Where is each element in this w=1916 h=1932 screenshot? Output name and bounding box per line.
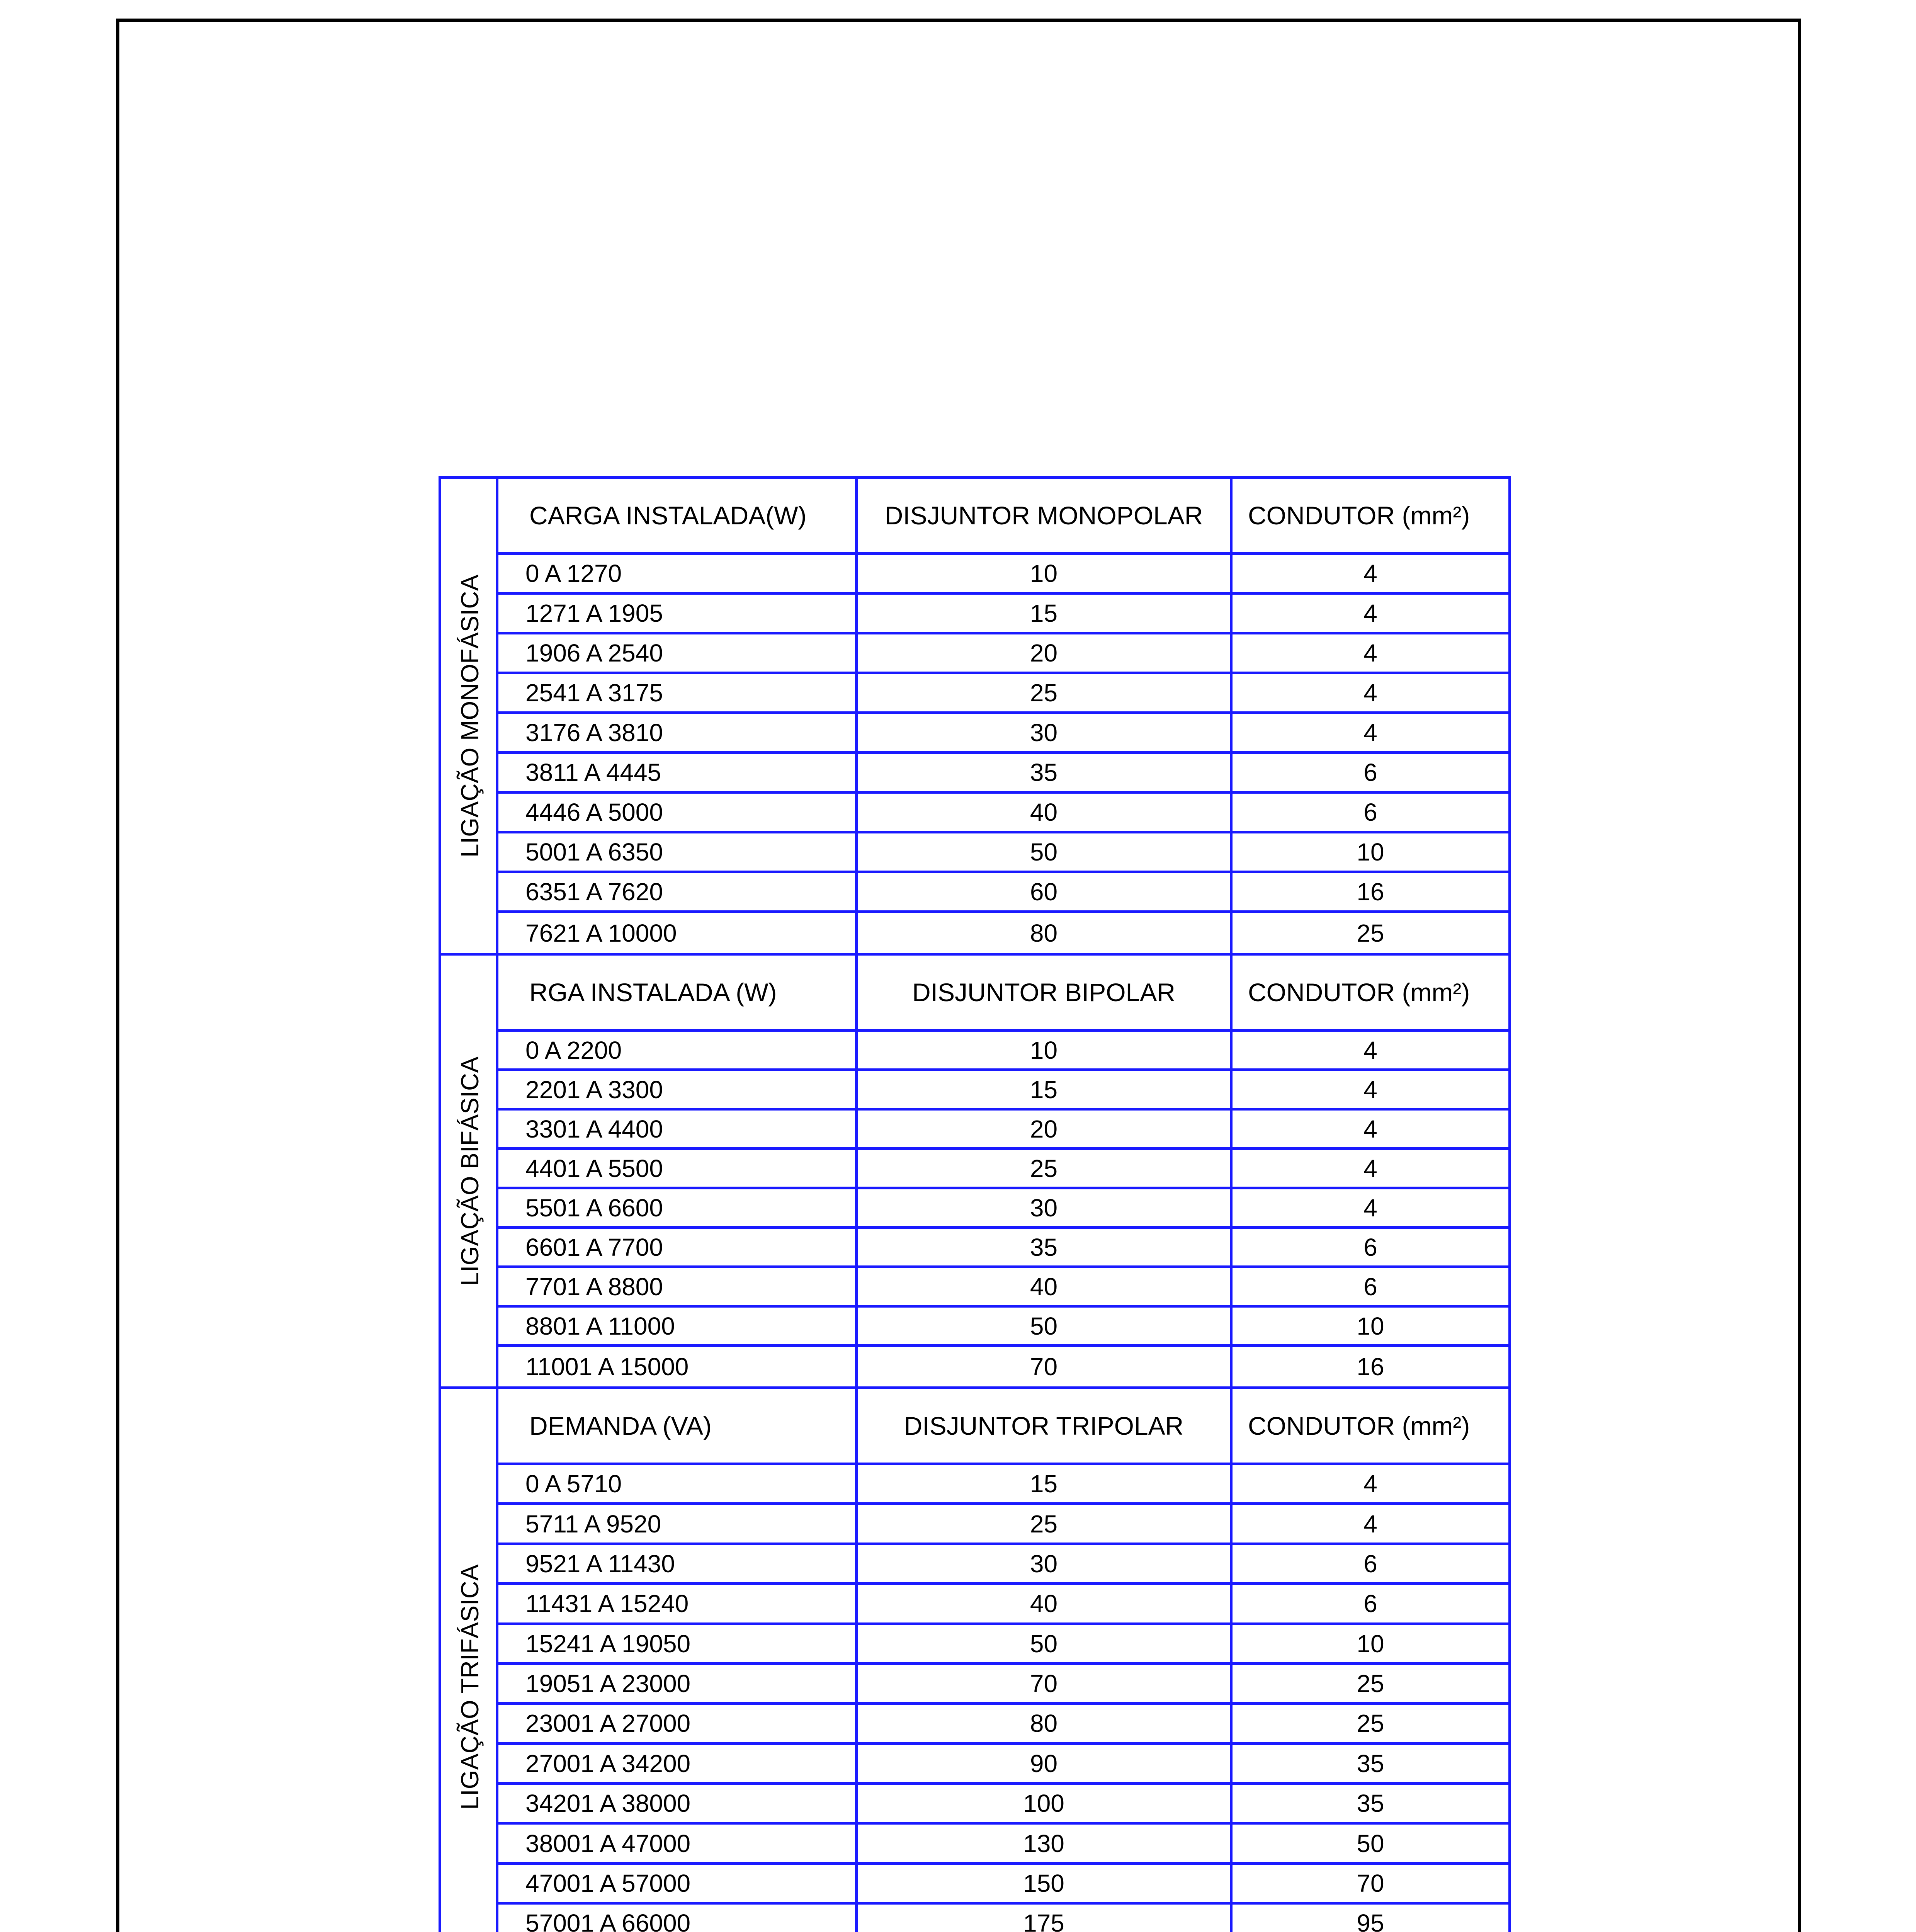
breaker-cell: 10 (858, 555, 1233, 592)
breaker-cell: 10 (858, 1032, 1233, 1068)
conductor-cell: 4 (1363, 599, 1377, 627)
table-row (498, 1111, 1508, 1150)
column-header: DEMANDA (VA) (498, 1389, 858, 1463)
table-row (498, 595, 1508, 634)
breaker-cell: 70 (858, 1665, 1233, 1702)
load-range-cell: 0 A 1270 (498, 555, 858, 592)
table-row (498, 1032, 1508, 1071)
load-range-cell: 2541 A 3175 (498, 674, 858, 711)
section-body (498, 1389, 1508, 1932)
conductor-cell: 25 (1357, 919, 1384, 947)
column-header: RGA INSTALADA (W) (498, 956, 858, 1029)
breaker-cell: 25 (858, 1150, 1233, 1187)
table-row (498, 754, 1508, 794)
breaker-cell: 130 (858, 1825, 1233, 1862)
section-label-cell (441, 956, 498, 1386)
column-header: CONDUTOR (mm²) (1248, 1412, 1470, 1440)
conductor-cell: 70 (1357, 1869, 1384, 1898)
load-range-cell: 3811 A 4445 (498, 754, 858, 791)
conductor-cell: 50 (1357, 1829, 1384, 1857)
table-section (441, 1386, 1508, 1932)
load-range-cell: 47001 A 57000 (498, 1865, 858, 1902)
breaker-cell: 20 (858, 1111, 1233, 1147)
breaker-cell: 70 (858, 1347, 1233, 1386)
conductor-cell: 4 (1363, 560, 1377, 587)
load-range-cell: 34201 A 38000 (498, 1785, 858, 1822)
breaker-cell: 40 (858, 794, 1233, 831)
conductor-cell: 6 (1363, 1233, 1377, 1261)
load-range-cell: 1906 A 2540 (498, 634, 858, 672)
breaker-cell: 20 (858, 634, 1233, 672)
load-range-cell: 5501 A 6600 (498, 1189, 858, 1226)
table-row (498, 1189, 1508, 1229)
breaker-cell: 80 (858, 913, 1233, 953)
load-range-cell: 4401 A 5500 (498, 1150, 858, 1187)
breaker-table (439, 476, 1511, 1932)
breaker-cell: 35 (858, 1229, 1233, 1265)
conductor-cell: 6 (1363, 759, 1377, 786)
section-body (498, 479, 1508, 953)
conductor-cell: 4 (1363, 1036, 1377, 1064)
load-range-cell: 0 A 2200 (498, 1032, 858, 1068)
breaker-cell: 50 (858, 833, 1233, 871)
breaker-cell: 25 (858, 1505, 1233, 1542)
conductor-cell: 10 (1357, 838, 1384, 866)
table-row (498, 1347, 1508, 1386)
load-range-cell: 27001 A 34200 (498, 1745, 858, 1782)
load-range-cell: 38001 A 47000 (498, 1825, 858, 1862)
breaker-cell: 80 (858, 1705, 1233, 1742)
load-range-cell: 7621 A 10000 (498, 913, 858, 953)
table-row (498, 1308, 1508, 1347)
table-row (498, 794, 1508, 833)
table-row (498, 873, 1508, 913)
conductor-cell: 10 (1357, 1312, 1384, 1340)
table-row (498, 1745, 1508, 1785)
load-range-cell: 5711 A 9520 (498, 1505, 858, 1542)
table-row (498, 634, 1508, 674)
load-range-cell: 9521 A 11430 (498, 1545, 858, 1582)
table-section (441, 479, 1508, 953)
conductor-cell: 4 (1363, 679, 1377, 707)
breaker-cell: 50 (858, 1625, 1233, 1662)
breaker-cell: 15 (858, 1071, 1233, 1108)
table-row (498, 555, 1508, 595)
header-row (498, 956, 1508, 1032)
table-row (498, 1665, 1508, 1705)
table-row (498, 1229, 1508, 1268)
conductor-cell: 6 (1363, 1549, 1377, 1578)
conductor-cell: 35 (1357, 1789, 1384, 1818)
section-body (498, 956, 1508, 1386)
load-range-cell: 15241 A 19050 (498, 1625, 858, 1662)
conductor-cell: 4 (1363, 1154, 1377, 1182)
conductor-cell: 35 (1357, 1749, 1384, 1777)
table-row (498, 1585, 1508, 1625)
breaker-cell: 30 (858, 714, 1233, 751)
breaker-cell: 35 (858, 754, 1233, 791)
table-row (498, 674, 1508, 714)
breaker-cell: 90 (858, 1745, 1233, 1782)
table-row (498, 833, 1508, 873)
conductor-cell: 6 (1363, 1590, 1377, 1618)
conductor-cell: 10 (1357, 1629, 1384, 1658)
load-range-cell: 1271 A 1905 (498, 595, 858, 632)
table-row (498, 1865, 1508, 1905)
table-section (441, 953, 1508, 1386)
load-range-cell: 2201 A 3300 (498, 1071, 858, 1108)
conductor-cell: 4 (1363, 719, 1377, 747)
conductor-cell: 16 (1357, 878, 1384, 906)
load-range-cell: 57001 A 66000 (498, 1905, 858, 1932)
table-row (498, 1545, 1508, 1585)
load-range-cell: 11431 A 15240 (498, 1585, 858, 1622)
breaker-cell: 15 (858, 595, 1233, 632)
header-row (498, 479, 1508, 555)
breaker-cell: 40 (858, 1268, 1233, 1305)
breaker-cell: 25 (858, 674, 1233, 711)
conductor-cell: 4 (1363, 1510, 1377, 1538)
table-row (498, 1071, 1508, 1111)
load-range-cell: 3301 A 4400 (498, 1111, 858, 1147)
column-header: DISJUNTOR BIPOLAR (858, 956, 1233, 1029)
table-row (498, 1825, 1508, 1864)
section-label: LIGAÇÃO BIFÁSICA (456, 1056, 484, 1286)
load-range-cell: 7701 A 8800 (498, 1268, 858, 1305)
conductor-cell: 25 (1357, 1709, 1384, 1738)
header-row (498, 1389, 1508, 1465)
load-range-cell: 19051 A 23000 (498, 1665, 858, 1702)
load-range-cell: 5001 A 6350 (498, 833, 858, 871)
column-header: DISJUNTOR TRIPOLAR (858, 1389, 1233, 1463)
conductor-cell: 4 (1363, 1115, 1377, 1143)
conductor-cell: 6 (1363, 1272, 1377, 1301)
load-range-cell: 8801 A 11000 (498, 1308, 858, 1344)
column-header: CONDUTOR (mm²) (1248, 501, 1470, 530)
load-range-cell: 6601 A 7700 (498, 1229, 858, 1265)
breaker-cell: 30 (858, 1189, 1233, 1226)
table-row (498, 913, 1508, 953)
breaker-cell: 50 (858, 1308, 1233, 1344)
table-row (498, 1705, 1508, 1745)
section-label-cell (441, 479, 498, 953)
table-row (498, 714, 1508, 754)
breaker-cell: 175 (858, 1905, 1233, 1932)
breaker-cell: 15 (858, 1465, 1233, 1502)
column-header: CONDUTOR (mm²) (1248, 978, 1470, 1007)
table-row (498, 1465, 1508, 1505)
load-range-cell: 3176 A 3810 (498, 714, 858, 751)
column-header: DISJUNTOR MONOPOLAR (858, 479, 1233, 552)
conductor-cell: 4 (1363, 1194, 1377, 1222)
breaker-cell: 30 (858, 1545, 1233, 1582)
table-row (498, 1268, 1508, 1308)
conductor-cell: 4 (1363, 1470, 1377, 1498)
table-row (498, 1505, 1508, 1545)
table-row (498, 1905, 1508, 1932)
conductor-cell: 4 (1363, 1075, 1377, 1104)
load-range-cell: 23001 A 27000 (498, 1705, 858, 1742)
conductor-cell: 4 (1363, 639, 1377, 667)
conductor-cell: 6 (1363, 798, 1377, 826)
section-label-cell (441, 1389, 498, 1932)
breaker-cell: 40 (858, 1585, 1233, 1622)
section-label: LIGAÇÃO MONOFÁSICA (456, 574, 484, 857)
load-range-cell: 0 A 5710 (498, 1465, 858, 1502)
breaker-cell: 100 (858, 1785, 1233, 1822)
column-header: CARGA INSTALADA(W) (498, 479, 858, 552)
conductor-cell: 25 (1357, 1670, 1384, 1698)
conductor-cell: 16 (1357, 1353, 1384, 1381)
load-range-cell: 6351 A 7620 (498, 873, 858, 910)
load-range-cell: 4446 A 5000 (498, 794, 858, 831)
breaker-cell: 150 (858, 1865, 1233, 1902)
table-row (498, 1625, 1508, 1665)
table-row (498, 1785, 1508, 1825)
table-row (498, 1150, 1508, 1189)
conductor-cell: 95 (1357, 1909, 1384, 1932)
load-range-cell: 11001 A 15000 (498, 1347, 858, 1386)
breaker-cell: 60 (858, 873, 1233, 910)
section-label: LIGAÇÃO TRIFÁSICA (456, 1564, 484, 1810)
